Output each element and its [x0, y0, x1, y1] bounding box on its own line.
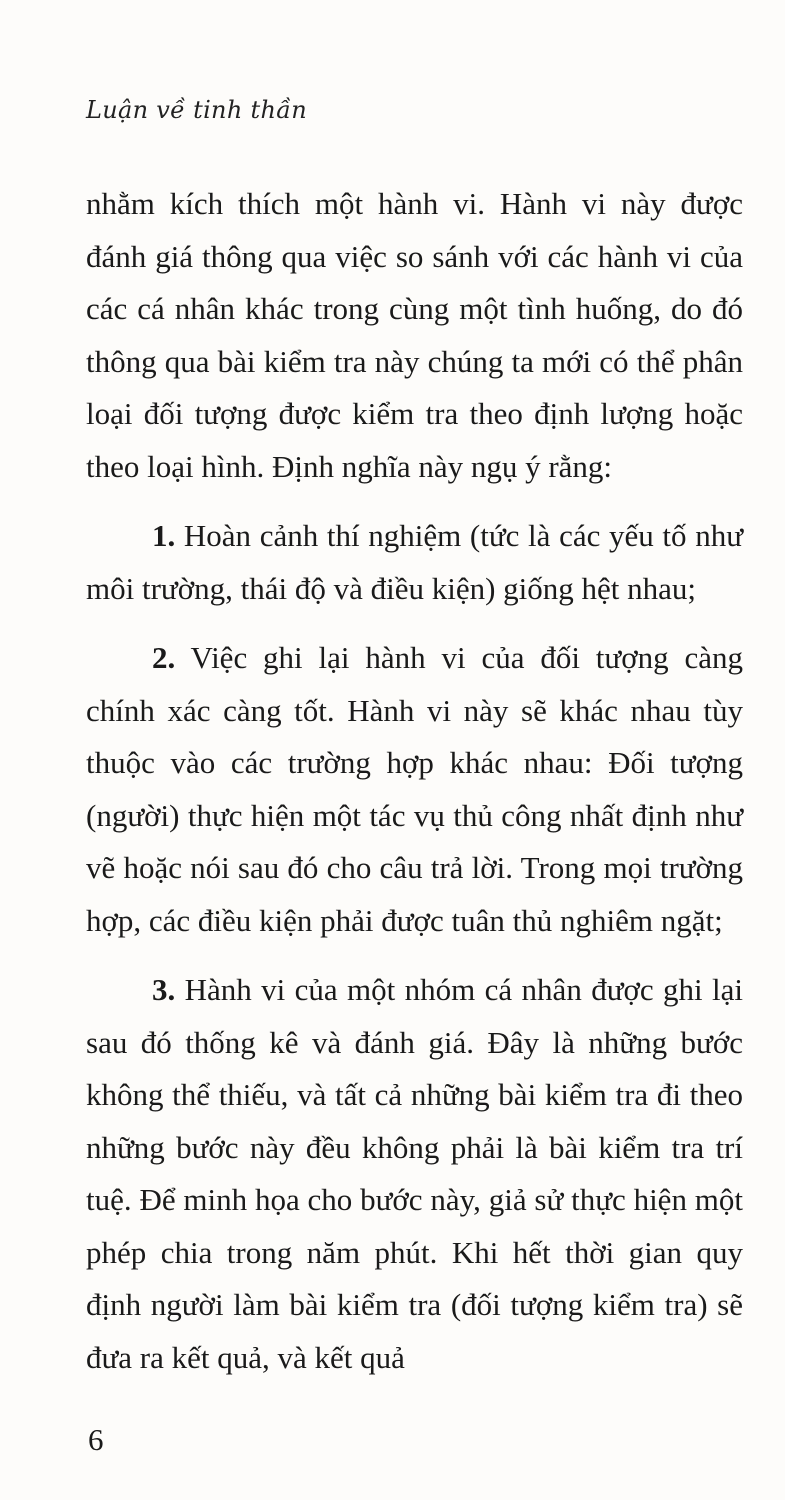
item-number: 2.	[152, 640, 176, 675]
page-number: 6	[88, 1422, 104, 1457]
paragraph-text: Hoàn cảnh thí nghiệm (tức là các yếu tố như môi trường, thái độ và điều kiện) giống hệt nhau;	[86, 518, 743, 606]
running-header-title: Luận về tinh thần	[86, 96, 307, 124]
item-number: 3.	[152, 972, 176, 1007]
paragraph-text: Việc ghi lại hành vi của đối tượng càng chính xác càng tốt. Hành vi này sẽ khác nhau tùy thuộc vào các trường hợp khác nhau: Đối tượng (người) thực hiện một tác vụ thủ công nhất định như vẽ hoặc nói sau đó cho câu trả lời. Trong mọi trường hợp, các điều kiện phải được tuân thủ nghiêm ngặt;	[86, 640, 743, 938]
paragraph-text: nhằm kích thích một hành vi. Hành vi này được đánh giá thông qua việc so sánh với các hành vi của các cá nhân khác trong cùng một tình huống, do đó thông qua bài kiểm tra này chúng ta mới có thể phân loại đối tượng được kiểm tra theo định lượng hoặc theo loại hình. Định nghĩa này ngụ ý rằng:	[86, 186, 743, 484]
numbered-paragraph-1	[86, 510, 743, 615]
item-number: 1.	[152, 518, 176, 553]
paragraph-text: Hành vi của một nhóm cá nhân được ghi lại sau đó thống kê và đánh giá. Đây là những bước không thể thiếu, và tất cả những bài kiểm tra đi theo những bước này đều không phải là bài kiểm tra trí tuệ. Để minh họa cho bước này, giả sử thực hiện một phép chia trong năm phút. Khi hết thời gian quy định người làm bài kiểm tra (đối tượng kiểm tra) sẽ đưa ra kết quả, và kết quả	[86, 972, 744, 1375]
numbered-paragraph-3	[86, 964, 743, 1384]
numbered-paragraph-2	[86, 632, 743, 947]
body-text	[86, 178, 743, 1384]
paragraph-continuation	[86, 178, 743, 493]
